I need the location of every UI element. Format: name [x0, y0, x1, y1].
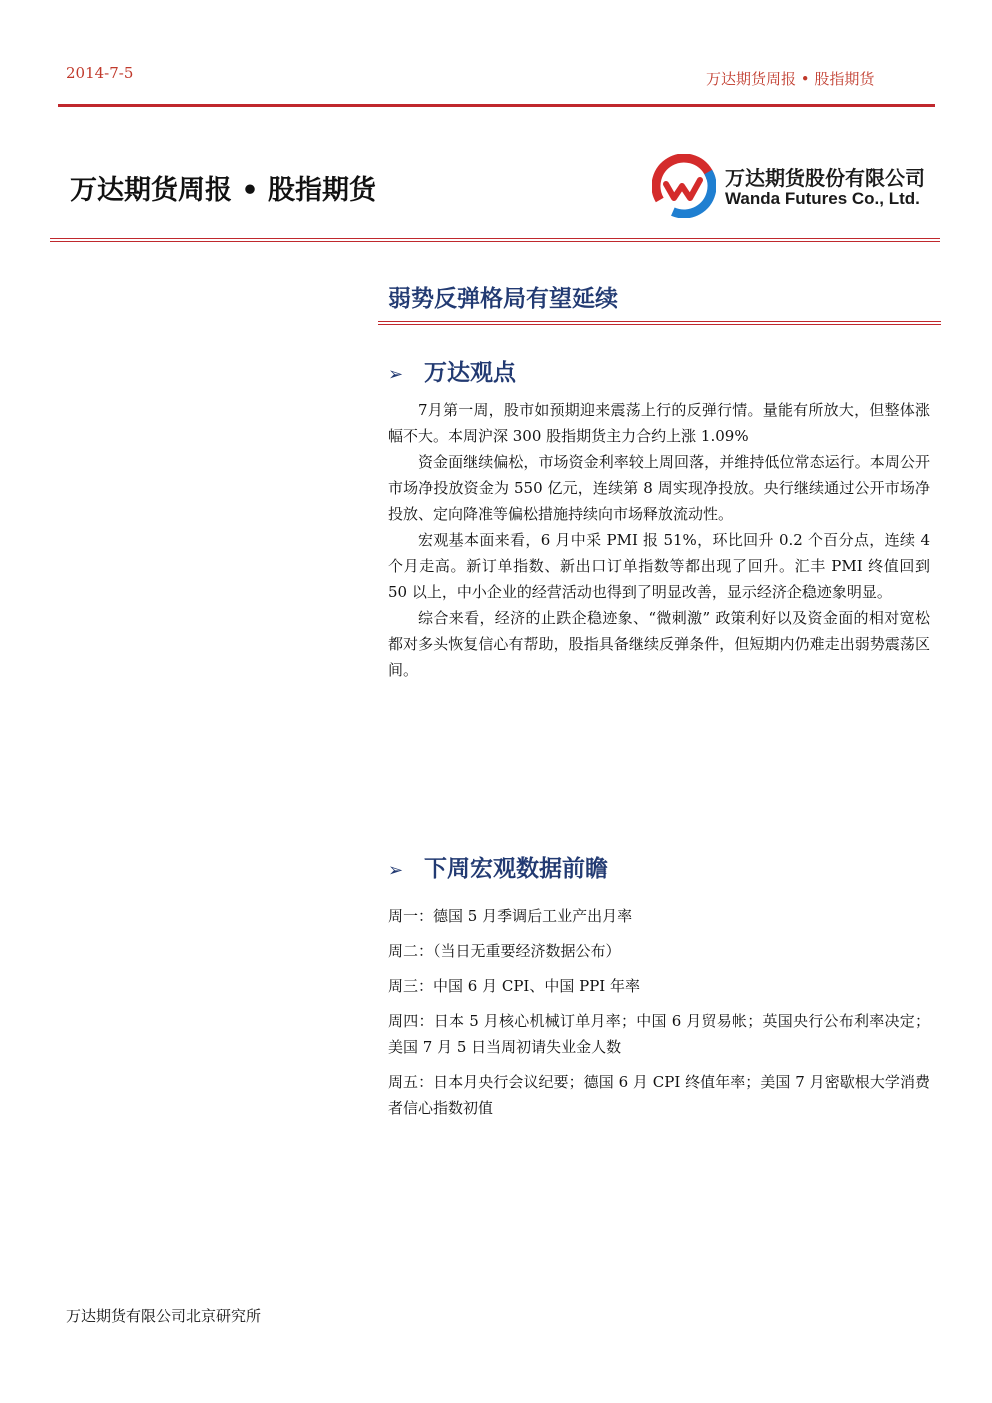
agenda-list — [388, 903, 930, 1130]
list-item: 周二：（当日无重要经济数据公布） — [388, 942, 621, 960]
header-rule — [58, 104, 935, 107]
title-rule — [378, 321, 941, 322]
doc-title: 万达期货周报 • 股指期货 — [70, 175, 377, 206]
section-heading-view — [388, 354, 516, 387]
footer-text: 万达期货有限公司北京研究所 — [66, 1307, 262, 1325]
divider-line — [50, 238, 940, 239]
section-heading-text: 下周宏观数据前瞻 — [424, 856, 608, 882]
list-item: 周五：日本月央行会议纪要；德国 6 月 CPI 终值年率；美国 7 月密歇根大学消费者信心指数初值 — [388, 1073, 930, 1117]
arrow-bullet-icon: ➢ — [388, 860, 404, 881]
header-report-label: 万达期货周报 • 股指期货 — [706, 70, 875, 88]
divider-line — [50, 241, 940, 242]
company-name-cn: 万达期货股份有限公司 — [725, 166, 925, 190]
report-title: 弱势反弹格局有望延续 — [388, 286, 618, 312]
arrow-bullet-icon: ➢ — [388, 364, 404, 385]
list-item: 周四：日本 5 月核心机械订单月率；中国 6 月贸易帐；英国央行公布利率决定；美国 7 月 5 日当周初请失业金人数 — [388, 1012, 930, 1056]
list-item: 周三：中国 6 月 CPI、中国 PPI 年率 — [388, 977, 640, 995]
section-heading-text: 万达观点 — [424, 360, 516, 386]
company-logo-icon — [652, 154, 716, 218]
section-heading-agenda — [388, 850, 608, 883]
paragraph: 综合来看，经济的止跌企稳迹象、“微刺激” 政策利好以及资金面的相对宽松都对多头恢复信心有帮助，股指具备继续反弹条件，但短期内仍难走出弱势震荡区间。 — [388, 609, 930, 679]
header-date: 2014-7-5 — [66, 64, 134, 82]
title-rule — [378, 324, 941, 325]
view-body — [388, 397, 930, 683]
list-item: 周一：德国 5 月季调后工业产出月率 — [388, 907, 633, 925]
paragraph: 宏观基本面来看，6 月中采 PMI 报 51%，环比回升 0.2 个百分点，连续 4 个月走高。新订单指数、新出口订单指数等都出现了回升。汇丰 PMI 终值回到 50 以上，中小企业的经营活动也得到了明显改善，显示经济企稳迹象明显。 — [388, 531, 930, 601]
company-name-en: Wanda Futures Co., Ltd. — [725, 189, 920, 208]
paragraph: 7月第一周，股市如预期迎来震荡上行的反弹行情。量能有所放大，但整体涨幅不大。本周沪深 300 股指期货主力合约上涨 1.09% — [388, 401, 930, 445]
paragraph: 资金面继续偏松，市场资金利率较上周回落，并维持低位常态运行。本周公开市场净投放资金为 550 亿元，连续第 8 周实现净投放。央行继续通过公开市场净投放、定向降准等偏松措施持续向市场释放流动性。 — [388, 453, 930, 523]
